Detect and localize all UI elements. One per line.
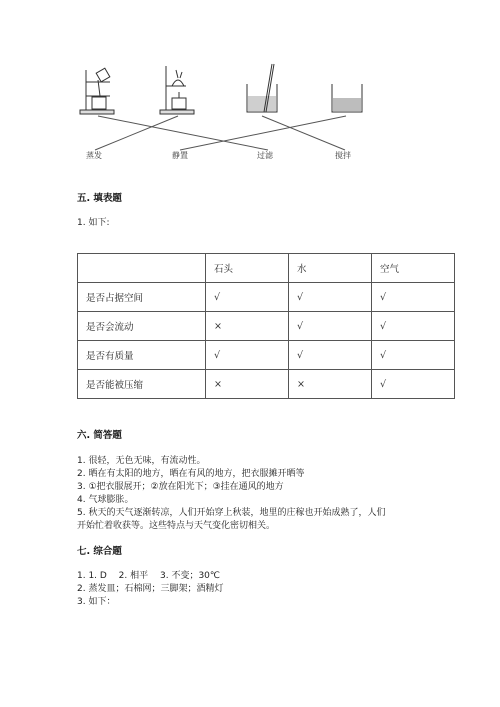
label-settle: 静置 [172,151,188,160]
section6-line: 1. 很轻，无色无味，有流动性。 [77,456,206,466]
table-header-row [78,254,455,283]
table-cell: √ [372,312,455,341]
table-row [78,341,455,370]
table-cell: × [289,370,372,399]
table-cell: √ [289,341,372,370]
table-header-cell: 水 [289,254,372,283]
table-cell: √ [289,312,372,341]
section6-line: 4. 气球膨胀。 [77,495,134,505]
table-cell: √ [289,283,372,312]
table-header-cell [78,254,206,283]
table-cell: 是否能被压缩 [78,370,206,399]
evaporation-stand-icon [160,66,194,114]
section6-line: 2. 晒在有太阳的地方，晒在有风的地方，把衣服摊开晒等 [77,469,305,479]
table-header-cell: 石头 [206,254,289,283]
section6-line: 3. ①把衣服展开；②放在阳光下；③挂在通风的地方 [77,482,284,492]
table-row [78,370,455,399]
table-cell: 是否有质量 [78,341,206,370]
table-cell: √ [372,283,455,312]
beaker-rod-icon [247,64,277,112]
table-cell: × [206,370,289,399]
table-cell: 是否会流动 [78,312,206,341]
label-filter: 过滤 [257,151,273,160]
beaker-sediment-icon [332,84,362,112]
section5-intro: 1. 如下: [77,218,110,228]
properties-table [77,253,455,399]
table-header-cell: 空气 [372,254,455,283]
table-row [78,283,455,312]
section7-line: 2. 蒸发皿；石棉网；三脚架；酒精灯 [77,584,224,594]
section7-line: 1. 1. D 2. 相平 3. 不变；30℃ [77,571,221,581]
table-row [78,312,455,341]
section7-line: 3. 如下： [77,597,116,607]
apparatus-figure [0,0,500,170]
section5-title: 五. 填表题 [77,193,122,204]
table-cell: √ [372,370,455,399]
section6-line: 5. 秋天的天气逐渐转凉，人们开始穿上秋装，地里的庄稼也开始成熟了，人们 [77,508,386,518]
table-cell: √ [372,341,455,370]
section6-title: 六. 简答题 [77,430,122,441]
table-cell: × [206,312,289,341]
label-stir: 搅拌 [335,151,351,160]
label-evaporate: 蒸发 [86,151,102,160]
table-cell: √ [206,283,289,312]
table-cell: 是否占据空间 [78,283,206,312]
filtration-stand-icon [80,68,114,114]
section7-title: 七. 综合题 [77,546,122,557]
section6-line: 开始忙着收获等。这些特点与天气变化密切相关。 [77,521,276,531]
table-cell: √ [206,341,289,370]
